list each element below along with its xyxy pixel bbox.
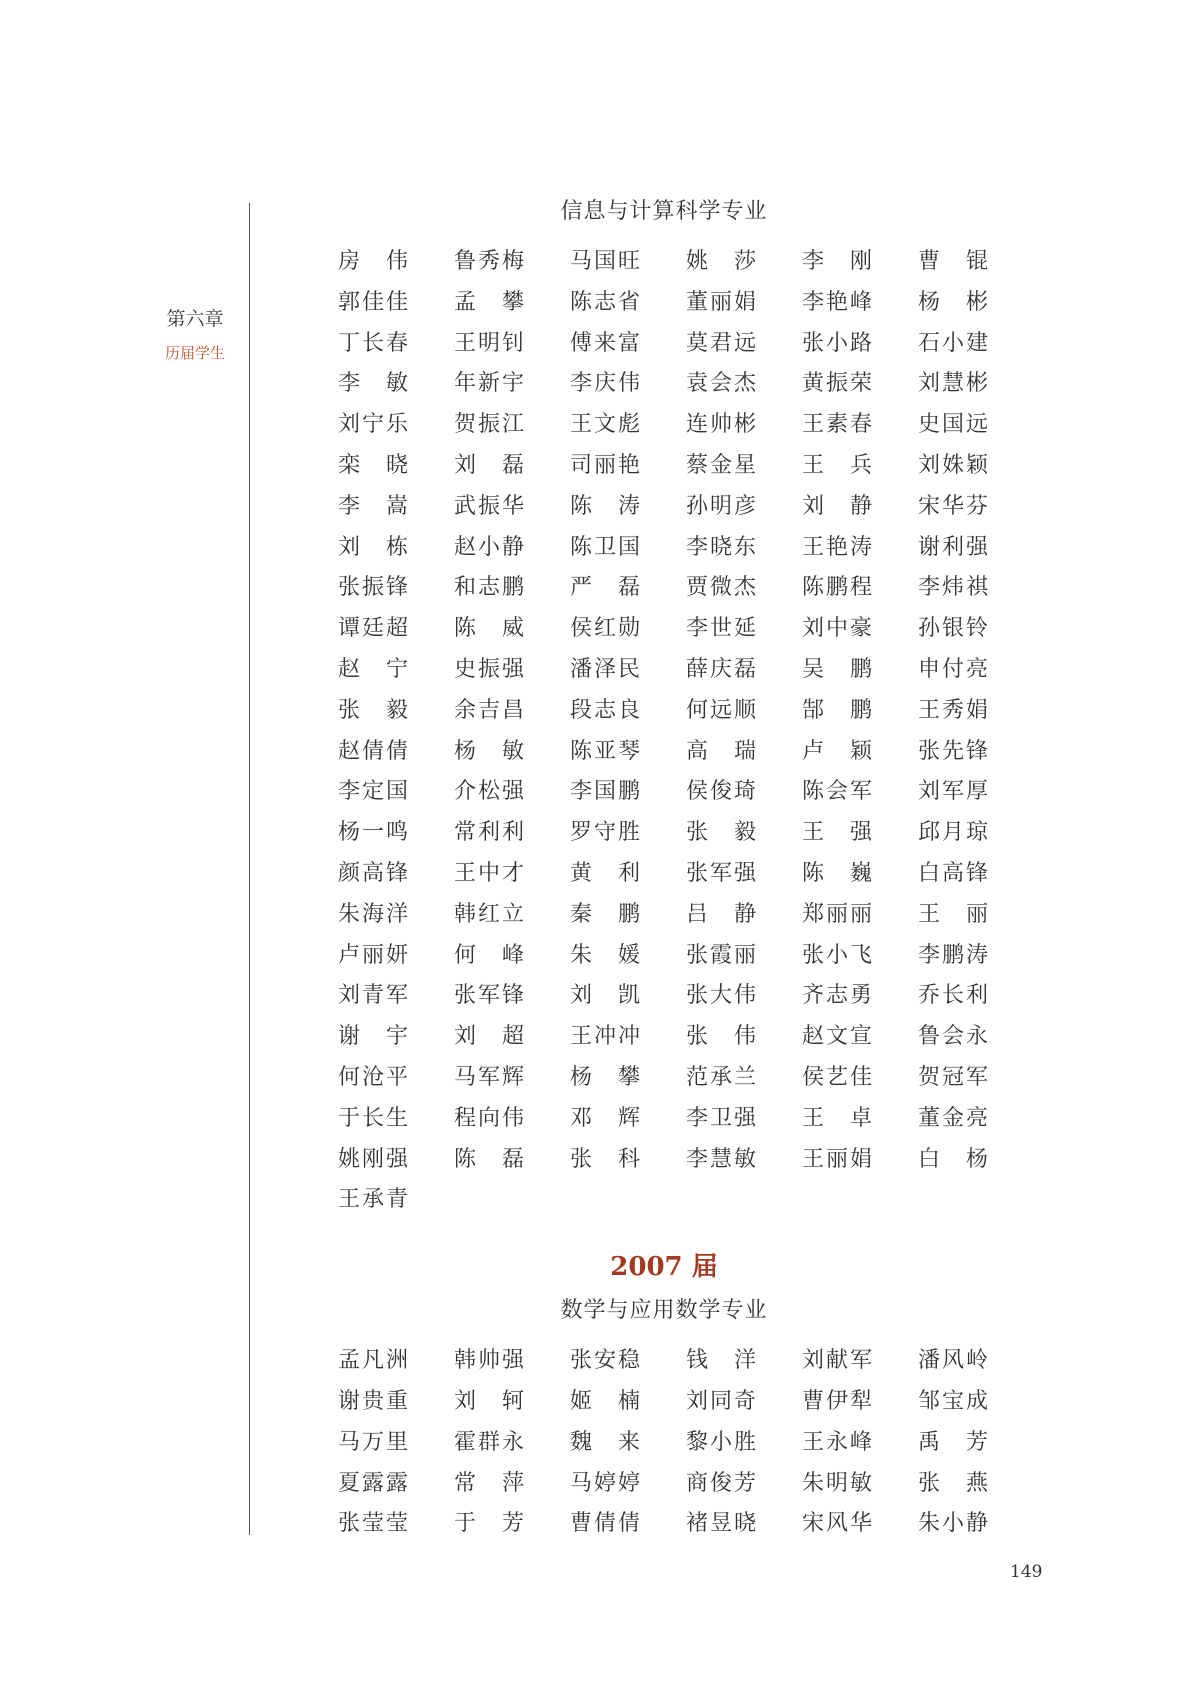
- student-name: 杨敏: [454, 738, 524, 764]
- student-name: 马万里: [338, 1429, 408, 1455]
- student-name: 商俊芳: [686, 1470, 756, 1496]
- student-name: 介松强: [454, 779, 524, 805]
- student-name: 黄利: [570, 860, 640, 886]
- student-name: 史国远: [918, 412, 988, 438]
- student-name: 郜鹏: [802, 697, 872, 723]
- student-name: 邹宝成: [918, 1388, 988, 1414]
- student-name: 赵文宣: [802, 1024, 872, 1050]
- student-name: 李慧敏: [686, 1146, 756, 1172]
- student-name: 王丽娟: [802, 1146, 872, 1172]
- student-name: 余吉昌: [454, 697, 524, 723]
- student-name: 鲁会永: [918, 1024, 988, 1050]
- student-name: 孟攀: [454, 289, 524, 315]
- student-name: 曹锟: [918, 249, 988, 274]
- student-name: 秦鹏: [570, 901, 640, 927]
- margin-rule: [249, 203, 250, 1535]
- section-heading: 信息与计算科学专业: [560, 199, 768, 224]
- student-name: 姬楠: [570, 1388, 640, 1414]
- student-name: 黄振荣: [802, 371, 872, 397]
- student-name: 王永峰: [802, 1429, 872, 1455]
- student-name: 王卓: [802, 1105, 872, 1131]
- student-name: 陈磊: [454, 1146, 524, 1172]
- student-name: 房伟: [338, 249, 408, 274]
- student-name: 齐志勇: [802, 983, 872, 1009]
- student-name: 孙银铃: [918, 616, 988, 642]
- student-name: 赵小静: [454, 534, 524, 560]
- student-name: 张小飞: [802, 942, 872, 968]
- student-name: 赵宁: [338, 656, 408, 682]
- chapter-title: 第六章: [166, 308, 224, 330]
- student-name: 薛庆磊: [686, 656, 756, 682]
- student-name: 韩红立: [454, 901, 524, 927]
- student-name: 朱媛: [570, 942, 640, 968]
- student-name: 刘磊: [454, 452, 524, 478]
- student-name: 莫君远: [686, 330, 756, 356]
- student-name: 段志良: [570, 697, 640, 723]
- student-name: 张大伟: [686, 983, 756, 1009]
- student-name: 张燕: [918, 1470, 988, 1496]
- student-name: 贺冠军: [918, 1064, 988, 1090]
- student-name: 李鹏涛: [918, 942, 988, 968]
- student-name: 马婷婷: [570, 1470, 640, 1496]
- student-name: 栾晓: [338, 452, 408, 478]
- chapter-subtitle: 历届学生: [164, 344, 225, 362]
- student-name: 张振锋: [338, 575, 408, 601]
- student-name: 谢宇: [338, 1024, 408, 1050]
- student-name: 年新宇: [454, 371, 524, 397]
- student-name: 李晓东: [686, 534, 756, 560]
- student-name: 陈亚琴: [570, 738, 640, 764]
- name-list: [338, 1341, 990, 1545]
- student-name: 李国鹏: [570, 779, 640, 805]
- student-name: 陈卫国: [570, 534, 640, 560]
- student-name: 赵倩倩: [338, 738, 408, 764]
- student-name: 于芳: [454, 1511, 524, 1537]
- student-name: 钱洋: [686, 1348, 756, 1374]
- class-year-heading: 2007 届: [610, 1252, 718, 1283]
- student-name: 朱小静: [918, 1511, 988, 1537]
- student-name: 王冲冲: [570, 1024, 640, 1050]
- student-name: 张科: [570, 1146, 640, 1172]
- student-name: 严磊: [570, 575, 640, 601]
- student-name: 范承兰: [686, 1064, 756, 1090]
- student-name: 张毅: [338, 697, 408, 723]
- student-name: 刘栋: [338, 534, 408, 560]
- student-name: 刘中豪: [802, 616, 872, 642]
- student-name: 杨一鸣: [338, 820, 408, 846]
- student-name: 王秀娟: [918, 697, 988, 723]
- student-name: 高瑞: [686, 738, 756, 764]
- student-name: 武振华: [454, 493, 524, 519]
- student-name: 侯红勋: [570, 616, 640, 642]
- student-name: 程向伟: [454, 1105, 524, 1131]
- student-name: 常利利: [454, 820, 524, 846]
- student-name: 刘慧彬: [918, 371, 988, 397]
- student-name: 刘静: [802, 493, 872, 519]
- student-name: 潘风岭: [918, 1348, 988, 1374]
- student-name: 刘军厚: [918, 779, 988, 805]
- student-name: 曹伊犁: [802, 1388, 872, 1414]
- student-name: 马国旺: [570, 249, 640, 274]
- student-name: 白杨: [918, 1146, 988, 1172]
- student-name: 马军辉: [454, 1064, 524, 1090]
- student-name: 邓辉: [570, 1105, 640, 1131]
- student-name: 孙明彦: [686, 493, 756, 519]
- student-name: 董金亮: [918, 1105, 988, 1131]
- page-content: [338, 196, 990, 1545]
- student-name: 白高锋: [918, 860, 988, 886]
- student-name: 曹倩倩: [570, 1511, 640, 1537]
- student-name: 李炜祺: [918, 575, 988, 601]
- student-name: 张军强: [686, 860, 756, 886]
- student-name: 侯艺佳: [802, 1064, 872, 1090]
- student-name: 郭佳佳: [338, 289, 408, 315]
- student-name: 侯俊琦: [686, 779, 756, 805]
- student-name: 杨攀: [570, 1064, 640, 1090]
- student-name: 谢贵重: [338, 1388, 408, 1414]
- student-name: 李艳峰: [802, 289, 872, 315]
- student-name: 王文彪: [570, 412, 640, 438]
- student-name: 陈会军: [802, 779, 872, 805]
- student-name: 刘凯: [570, 983, 640, 1009]
- student-name: 夏露露: [338, 1470, 408, 1496]
- student-name: 陈涛: [570, 493, 640, 519]
- student-name: 杨彬: [918, 289, 988, 315]
- student-name: 常萍: [454, 1470, 524, 1496]
- student-name: 郑丽丽: [802, 901, 872, 927]
- student-name: 刘献军: [802, 1348, 872, 1374]
- student-name: 朱明敏: [802, 1470, 872, 1496]
- student-name: 王丽: [918, 901, 988, 927]
- student-name: 石小建: [918, 330, 988, 356]
- student-name: 张小路: [802, 330, 872, 356]
- student-name: 王承青: [338, 1187, 408, 1213]
- student-name: 张安稳: [570, 1348, 640, 1374]
- student-name: 黎小胜: [686, 1429, 756, 1455]
- student-name: 蔡金星: [686, 452, 756, 478]
- student-name: 朱海洋: [338, 901, 408, 927]
- student-name: 袁会杰: [686, 371, 756, 397]
- student-name: 刘宁乐: [338, 412, 408, 438]
- student-name: 李庆伟: [570, 371, 640, 397]
- student-name: 傅来富: [570, 330, 640, 356]
- student-name: 乔长利: [918, 983, 988, 1009]
- student-name: 陈志省: [570, 289, 640, 315]
- student-name: 宋风华: [802, 1511, 872, 1537]
- student-name: 陈巍: [802, 860, 872, 886]
- student-name: 吴鹏: [802, 656, 872, 682]
- student-name: 和志鹏: [454, 575, 524, 601]
- student-name: 卢颖: [802, 738, 872, 764]
- student-name: 何峰: [454, 942, 524, 968]
- student-name: 陈威: [454, 616, 524, 642]
- student-name: 陈鹏程: [802, 575, 872, 601]
- student-name: 刘轲: [454, 1388, 524, 1414]
- student-name: 王艳涛: [802, 534, 872, 560]
- student-name: 贾微杰: [686, 575, 756, 601]
- student-name: 王素春: [802, 412, 872, 438]
- student-name: 谢利强: [918, 534, 988, 560]
- student-name: 褚昱晓: [686, 1511, 756, 1537]
- student-name: 张伟: [686, 1024, 756, 1050]
- student-name: 于长生: [338, 1105, 408, 1131]
- student-name: 王兵: [802, 452, 872, 478]
- section-heading: 数学与应用数学专业: [560, 1298, 768, 1324]
- student-name: 刘姝颖: [918, 452, 988, 478]
- student-name: 贺振江: [454, 412, 524, 438]
- student-name: 丁长春: [338, 330, 408, 356]
- student-name: 卢丽妍: [338, 942, 408, 968]
- student-name: 申付亮: [918, 656, 988, 682]
- student-name: 韩帅强: [454, 1348, 524, 1374]
- student-name: 张军锋: [454, 983, 524, 1009]
- student-name: 董丽娟: [686, 289, 756, 315]
- student-name: 何沧平: [338, 1064, 408, 1090]
- student-name: 魏来: [570, 1429, 640, 1455]
- student-name: 霍群永: [454, 1429, 524, 1455]
- student-name: 姚刚强: [338, 1146, 408, 1172]
- student-name: 张先锋: [918, 738, 988, 764]
- student-name: 张霞丽: [686, 942, 756, 968]
- student-name: 鲁秀梅: [454, 249, 524, 274]
- student-name: 王明钊: [454, 330, 524, 356]
- student-name: 刘同奇: [686, 1388, 756, 1414]
- student-name: 谭廷超: [338, 616, 408, 642]
- student-name: 司丽艳: [570, 452, 640, 478]
- student-name: 禹芳: [918, 1429, 988, 1455]
- student-name: 王中才: [454, 860, 524, 886]
- student-name: 孟凡洲: [338, 1348, 408, 1374]
- student-name: 刘超: [454, 1024, 524, 1050]
- student-name: 罗守胜: [570, 820, 640, 846]
- student-name: 姚莎: [686, 249, 756, 274]
- student-name: 李敏: [338, 371, 408, 397]
- student-name: 张毅: [686, 820, 756, 846]
- student-name: 何远顺: [686, 697, 756, 723]
- student-name: 颜高锋: [338, 860, 408, 886]
- student-name: 刘青军: [338, 983, 408, 1009]
- name-list: [338, 242, 990, 1221]
- student-name: 张莹莹: [338, 1511, 408, 1537]
- student-name: 李刚: [802, 249, 872, 274]
- student-name: 宋华芬: [918, 493, 988, 519]
- student-name: 潘泽民: [570, 656, 640, 682]
- student-name: 李卫强: [686, 1105, 756, 1131]
- page-number: 149: [1010, 1562, 1043, 1582]
- student-name: 连帅彬: [686, 412, 756, 438]
- student-name: 李世延: [686, 616, 756, 642]
- student-name: 史振强: [454, 656, 524, 682]
- student-name: 李定国: [338, 779, 408, 805]
- student-name: 李嵩: [338, 493, 408, 519]
- student-name: 吕静: [686, 901, 756, 927]
- student-name: 王强: [802, 820, 872, 846]
- student-name: 邱月琼: [918, 820, 988, 846]
